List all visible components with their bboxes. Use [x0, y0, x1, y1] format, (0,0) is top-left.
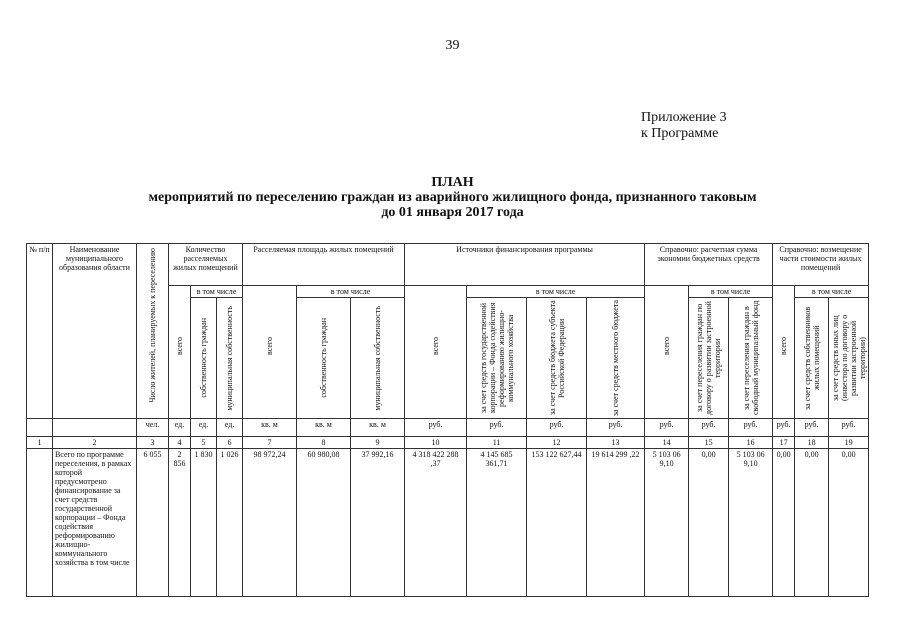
row-name: Всего по программе переселения, в рамках которой предусмотрено финансирование за счет средств государственной корпорации – Фонда содействия реформированию жилищно-коммунального хозяйства в том числе: [53, 449, 137, 597]
col-number: 19: [829, 437, 869, 449]
col-number: 11: [467, 437, 527, 449]
col-number: 17: [773, 437, 795, 449]
unit-cell: руб.: [829, 419, 869, 437]
table-row: [27, 449, 869, 597]
header-fin-total: всего: [405, 286, 467, 419]
col-number: 10: [405, 437, 467, 449]
cell-qty-citizens: 1 830: [191, 449, 217, 597]
col-number: 16: [729, 437, 773, 449]
cell-qty-total: 2 856: [169, 449, 191, 597]
header-fin-incl: в том числе: [467, 286, 645, 298]
cell-econ-2: 5 103 06 9,10: [729, 449, 773, 597]
header-qty-total: всего: [169, 286, 191, 419]
unit-cell: руб.: [587, 419, 645, 437]
col-number: 5: [191, 437, 217, 449]
title-line1: ПЛАН: [431, 175, 474, 190]
header-area-total: всего: [243, 286, 297, 419]
header-econ-total: всего: [645, 286, 689, 419]
header-fin-local: за счет средств местного бюджета: [587, 298, 645, 419]
plan-table: [26, 243, 869, 597]
units-row: [27, 419, 869, 437]
header-ref-incl: в том числе: [795, 286, 869, 298]
unit-cell: чел.: [137, 419, 169, 437]
col-number: 6: [217, 437, 243, 449]
col-number: 18: [795, 437, 829, 449]
cell-fin-total: 4 318 422 288 ,37: [405, 449, 467, 597]
header-residents: Число жителей, планируемых к переселению: [137, 244, 169, 419]
cell-ref-1: 0,00: [795, 449, 829, 597]
unit-cell: кв. м: [351, 419, 405, 437]
col-number: 2: [53, 437, 137, 449]
header-qty-municipal: муниципальная собственность: [217, 298, 243, 419]
header-group-qty: Количество расселяемых жилых помещений: [169, 244, 243, 286]
unit-cell: руб.: [527, 419, 587, 437]
col-number: 3: [137, 437, 169, 449]
header-qty-incl: в том числе: [191, 286, 243, 298]
title-line3: до 01 января 2017 года: [381, 205, 524, 220]
header-num: № п/п: [27, 244, 53, 419]
cell-fin-subject: 153 122 627,44: [527, 449, 587, 597]
unit-cell: руб.: [729, 419, 773, 437]
header-group-refund: Справочно: возмещение части стоимости жилых помещений: [773, 244, 869, 286]
col-number: 7: [243, 437, 297, 449]
unit-cell: руб.: [795, 419, 829, 437]
cell-residents: 6 055: [137, 449, 169, 597]
unit-cell: руб.: [405, 419, 467, 437]
title-line2: мероприятий по переселению граждан из аварийного жилищного фонда, признанного таковым: [148, 190, 757, 205]
col-number: 14: [645, 437, 689, 449]
unit-cell: руб.: [689, 419, 729, 437]
col-number: 9: [351, 437, 405, 449]
unit-cell: руб.: [467, 419, 527, 437]
header-group-area: Расселяемая площадь жилых помещений: [243, 244, 405, 286]
header-area-municipal: муниципальная собственность: [351, 298, 405, 419]
row-num: [27, 449, 53, 597]
unit-cell: кв. м: [243, 419, 297, 437]
col-number: 4: [169, 437, 191, 449]
col-number: 8: [297, 437, 351, 449]
header-group-econ: Справочно: расчетная сумма экономии бюджетных средств: [645, 244, 773, 286]
col-number: 13: [587, 437, 645, 449]
unit-cell: руб.: [773, 419, 795, 437]
header-qty-citizens: собственность граждан: [191, 298, 217, 419]
header-ref-2: за счет средств иных лиц (инвестора по договору о развитии застроенной территории): [829, 298, 869, 419]
appendix-line1: Приложение 3: [641, 110, 727, 125]
appendix-line2: к Программе: [641, 126, 719, 141]
header-area-citizens: собственность граждан: [297, 298, 351, 419]
cell-area-municipal: 37 992,16: [351, 449, 405, 597]
header-econ-incl: в том числе: [689, 286, 773, 298]
unit-cell: ед.: [191, 419, 217, 437]
cell-ref-2: 0,00: [829, 449, 869, 597]
cell-fin-fund: 4 145 685 361,71: [467, 449, 527, 597]
page-number: 39: [445, 38, 460, 53]
appendix-note: [641, 110, 727, 142]
cell-econ-1: 0,00: [689, 449, 729, 597]
unit-cell: руб.: [645, 419, 689, 437]
unit-cell: ед.: [169, 419, 191, 437]
header-group-fin: Источники финансирования программы: [405, 244, 645, 286]
header-econ-1: за счет переселения граждан по договору о развитии застроенной территории: [689, 298, 729, 419]
cell-area-citizens: 60 980,08: [297, 449, 351, 597]
document-title: [0, 175, 905, 220]
col-number: 15: [689, 437, 729, 449]
cell-fin-local: 19 614 299 ,22: [587, 449, 645, 597]
cell-ref-total: 0,00: [773, 449, 795, 597]
header-fin-fund: за счет средств государственной корпорации – Фонда содействия реформированию жилищно-коммунального хозяйства: [467, 298, 527, 419]
unit-cell: ед.: [217, 419, 243, 437]
unit-cell: кв. м: [297, 419, 351, 437]
col-number: 1: [27, 437, 53, 449]
header-municipality: Наименование муниципального образования области: [53, 244, 137, 419]
header-ref-total: всего: [773, 286, 795, 419]
header-fin-subject: за счет средств бюджета субъекта Российской Федерации: [527, 298, 587, 419]
header-econ-2: за счет переселения граждан в свободный муниципальный фонд: [729, 298, 773, 419]
cell-econ-total: 5 103 06 9,10: [645, 449, 689, 597]
cell-qty-municipal: 1 026: [217, 449, 243, 597]
column-numbers-row: [27, 437, 869, 449]
header-ref-1: за счет средств собственников жилых помещений: [795, 298, 829, 419]
header-area-incl: в том числе: [297, 286, 405, 298]
cell-area-total: 98 972,24: [243, 449, 297, 597]
col-number: 12: [527, 437, 587, 449]
